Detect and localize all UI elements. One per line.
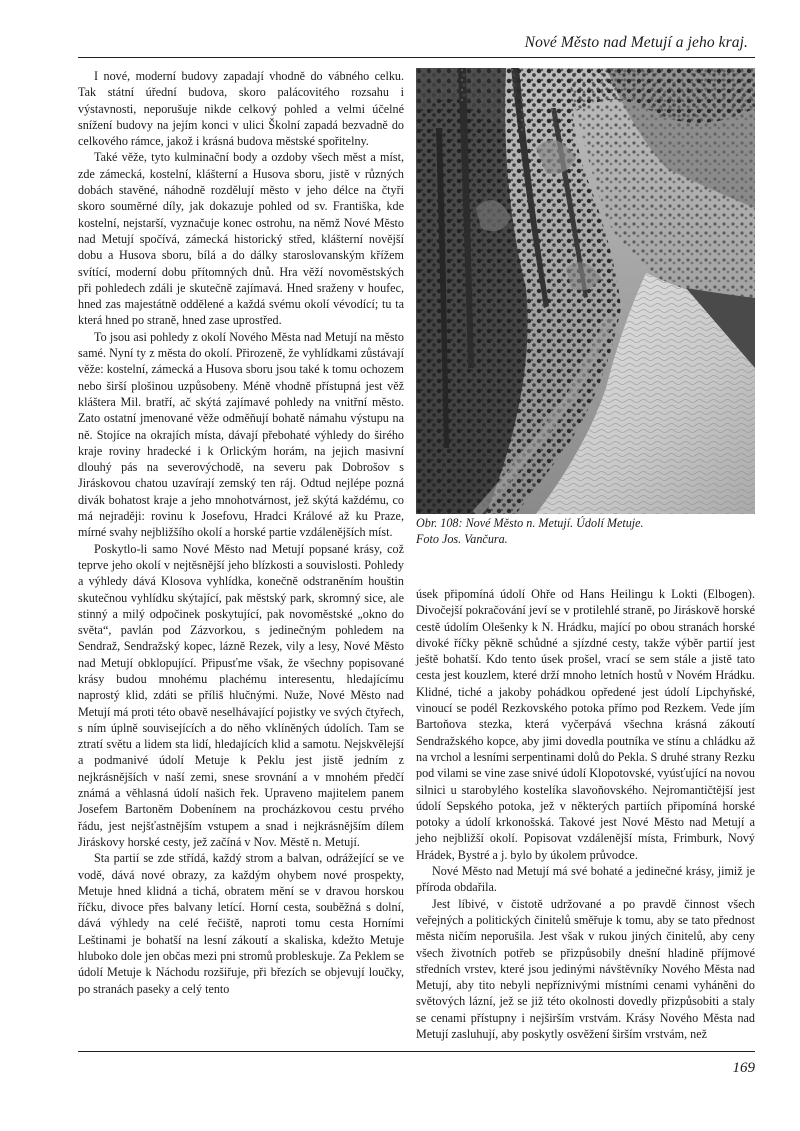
river-valley-photograph	[416, 68, 755, 514]
running-header-title: Nové Město nad Metují a jeho kraj.	[524, 34, 748, 51]
paragraph: Jest líbivé, v čistotě udržované a po pravdě činnost všech veřejných a politických činitelů směřuje k tomu, aby se tato přednost města ničím neporušila. Jest však v rukou jiných činitelů, aby ceny všech životních potřeb se přizpůsobily dnešní hladině příjmové středních vrstev, které jsou jedinými návštěvníky Nového Města nad Metují, aby tito nebyli nepříznivými místními cenami vyháněni do světových lázní, jež se již této okolnosti dovedly přizpůsobiti a staly se cenami přístupny i nejširším vrstvám. Krásy Nového Města nad Metují zasluhují, aby poskytly osvěžení širším vrstvám, než	[416, 896, 755, 1042]
header-rule	[78, 57, 755, 58]
right-text-column	[416, 586, 755, 1042]
left-text-column	[78, 68, 404, 997]
caption-credit: Foto Jos. Vančura.	[416, 532, 508, 546]
caption-title: Obr. 108: Nové Město n. Metují. Údolí Metuje.	[416, 516, 644, 530]
paragraph: Také věže, tyto kulminační body a ozdoby všech měst a míst, zde zámecká, kostelní, klášterní a Husova sboru, jistě v různých dobách stavěné, náhodně rozdělují město v jeho délce na čtyři skoro souměrné díly, jak dokazuje pohled od sv. Františka, kde kostelní, nejstarší, vyznačuje konec ostrohu, na němž Nové Město nad Metují spočívá, zámecká historický střed, klášterní novější dobu a Husova sboru, bílá a do dálky staroslovanským křížem svítící, moderní dobu přítomných dnů. Hra věží novoměstských při pohledech zdáli je skutečně zajímavá. Hned sraženy v houfec, hned zas majestátně oddělené a každá svému okolí vévodící; tu ta která hned po straně, hned zase uprostřed.	[78, 150, 404, 328]
paragraph: To jsou asi pohledy z okolí Nového Města nad Metují na město samé. Nyní ty z města do okolí. Přirozeně, že vyhlídkami zůstávají věže: kostelní, zámecká a Husova sboru jsou také k tomu ochozem nebo širší plošinou uzpůsobeny. Méně vhodně přístupná jest věž kláštera Mil. bratří, ač skýtá zajímavé pohledy na vnitřní město. Zato ostatní jmenované věže odměňují bohatě námahu výstupu na ně. Stojíce na okrajích místa, dávají přebohaté výhledy do širého kraje roviny hradecké i k Orlickým horám, na jejich masivní dlouhý pás na severovýchodě, na severu pak Dobrošov s Jiráskovou chatou uzavírají zemský ten ráj. Odtud nejlépe pozná divák bohatost kraje a jeho mnohotvárnost, jež skýtá každému, co má nejraději: rovinu k Josefovu, Hradci Králové až ku Praze, mírné svahy nejbližšího okolí a horské partie vzdálenějších míst.	[78, 329, 404, 540]
paragraph: úsek připomíná údolí Ohře od Hans Heilingu k Lokti (Elbogen). Divočejší pokračování jeví se v protilehlé straně, po Jiráskově horské cestě údolím Olešenky k N. Hrádku, mající po obou stranách horské divoké říčky pěkně schůdné a sjízdné cesty, takže výběr partií jest ještě bohatší. Kdo tento úsek prošel, vrací se sem stále a jistě tato cesta jest kouzlem, které drží mnoho letních hostů v Novém Hrádku. Klidné, tiché a jakoby pohádkou opředené jest údolí Lipchyňské, vinoucí se podél Rezkovského potoka přímo pod Rezkem. Vede jím Bartoňova stezka, která vyčerpává všechna krásná zákoutí Sendražského kopce, aby jimi dovedla poutníka ve stínu a chládku až na vrchol a lesními serpentinami dolů do Pekla. S druhé strany Rezku pod vilami se vine zase snivé údolí Klopotovské, vyúsťující na novou silnici u starobylého kostelíka slavoňovského. Nejromantičtější jest údolí Sepského potoka, jež v některých partiích připomíná horské potoky a údolí krkonošská. Takové jest Nové Město nad Metují a jeho nejbližší okolí. Popisovat vzdálenější místa, Frimburk, Nový Hrádek, Bystré a j. bylo by úkolem průvodce.	[416, 587, 755, 862]
paragraph: I nové, moderní budovy zapadají vhodně do vábného celku. Tak státní úřední budova, skoro palácovitého rozsahu i výstavnosti, neporušuje nikde celkový pohled a velmi účelné snížení budovy na jejím konci v ulici Školní zapadá bezvadně do celkového rámce, jakož i krásná budova městské spořitelny.	[78, 69, 404, 149]
page-number: 169	[732, 1060, 755, 1076]
paragraph: Poskytlo-li samo Nové Město nad Metují popsané krásy, což teprve jeho okolí v nejtěsnější jeho blízkosti a souvislosti. Pohledy a výhledy dává Klosova vyhlídka, konečně odstraněním houštin skutečnou vyhlídku skýtající, pak městský park, skromný sice, ale stinný a milý odpočinek poskytující, pak novoměstské „okno do světa“, pavlán pod Zázvorkou, s jedinečným pohledem na Sendraž, Sendražský kopec, lázně Rezek, vily a lesy, Nové Město nad Metují obklopující. Připusťme však, že všechny popisované krásy budou mnohému plachému interesentu, hledajícímu naprostý klid, zdáti se příliš hlučnými. Nuže, Nové Město nad Metují má proti této obavě neselhávající pojistky ve svých čtyřech, s ním úplně souvisejících a do něho vklíněných údolích. Tam se ztratí světu a lidem sta lidí, hledajících klid a samotu. Nejskvělejší a podmanivé údolí Metuje k Peklu jest jistě jedním z nejkrásnějších v naší zemi, snese srovnání a v mnohém předčí známá a věhlasná údolí našich řek. Upraveno majitelem panem Josefem Bartoněm Dobenínem na procházkovou cestu prvého řádu, jest nejšťastnějším vstupem a snad i nejkrásnějším dílem Jiráskovy horské cesty, jež začíná v Nov. Městě n. Metují.	[78, 541, 404, 849]
paragraph: Sta partií se zde střídá, každý strom a balvan, odrážející se ve vodě, dává nové obrazy, za každým ohybem nové prospekty, Metuje hned klidná a tichá, obratem mění se v dravou horskou říčku, divoce přes balvany letící. Horní cesta, souběžná s dolní, dává výhledy na celé řečiště, naproti tomu cesta Horními Leštinami je bohatší na lesní zákoutí a skaliska, kdežto Metuje hluboko dole jen občas mezi pni stromů probleskuje. Za Peklem se údolí Metuje k Náchodu rozšiřuje, při březích se objevují loučky, po stranách paseky a celý tento	[78, 851, 404, 996]
footer-rule	[78, 1051, 755, 1052]
photo-caption	[416, 515, 755, 547]
paragraph: Nové Město nad Metují má své bohaté a jedinečné krásy, jimiž je příroda obdařila.	[416, 864, 755, 895]
